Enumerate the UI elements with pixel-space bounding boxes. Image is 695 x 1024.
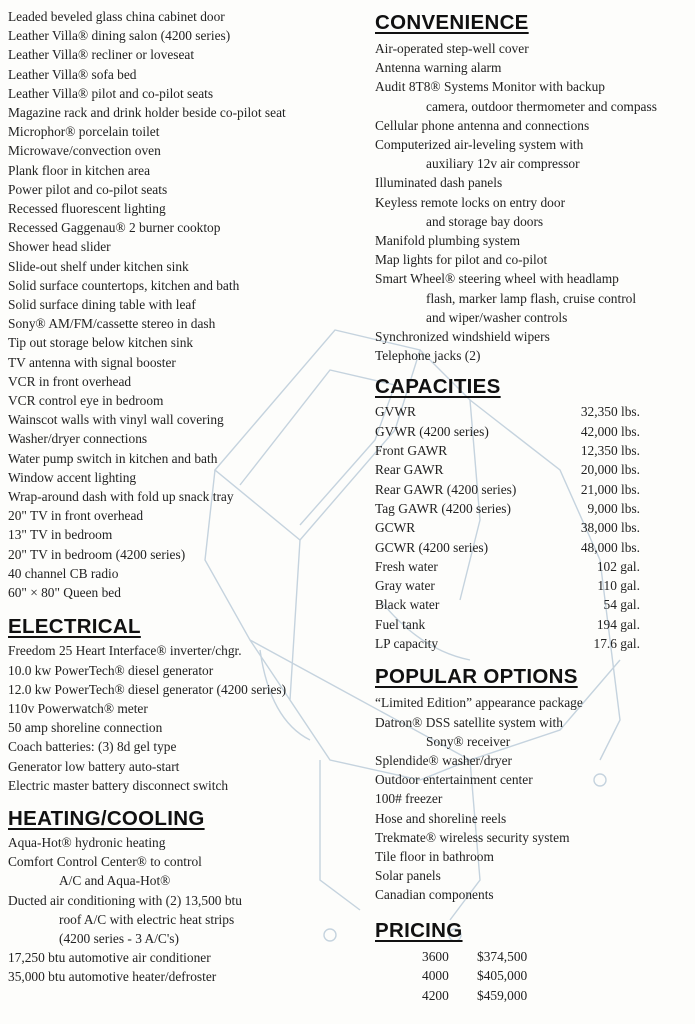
- capacity-value: 48,000 lbs.: [580, 539, 640, 555]
- list-item: [8, 833, 353, 852]
- list-item: [375, 346, 691, 365]
- list-item: [8, 314, 353, 333]
- price-row: [375, 966, 691, 986]
- list-item: [8, 276, 353, 295]
- capacity-value: 21,000 lbs.: [580, 481, 640, 497]
- list-item-text: 100# freezer: [375, 791, 443, 807]
- capacity-value: 42,000 lbs.: [580, 423, 640, 439]
- list-item-text: 50 amp shoreline connection: [8, 720, 163, 736]
- list-item-continuation: camera, outdoor thermometer and compass: [426, 98, 657, 114]
- list-item-text: Slide-out shelf under kitchen sink: [8, 258, 189, 274]
- list-item-text: Antenna warning alarm: [375, 60, 502, 76]
- list-item: [8, 103, 353, 122]
- price-model: 4200: [422, 987, 449, 1003]
- list-item: [8, 218, 353, 237]
- list-item-text: VCR in front overhead: [8, 373, 132, 389]
- capacity-label: Rear GAWR: [375, 462, 444, 478]
- capacity-label: Tag GAWR (4200 series): [375, 500, 511, 516]
- list-item-text: Computerized air-leveling system with: [375, 137, 584, 153]
- list-item-text: Smart Wheel® steering wheel with headlamp: [375, 271, 619, 287]
- price-model: 4000: [422, 968, 449, 984]
- list-item-continuation: Sony® receiver: [426, 733, 511, 749]
- capacity-label: Fuel tank: [375, 616, 426, 632]
- price-value: $459,000: [477, 987, 528, 1003]
- list-item-text: Air-operated step-well cover: [375, 41, 529, 56]
- left-column: [8, 7, 353, 987]
- list-item-text: VCR control eye in bedroom: [8, 393, 164, 409]
- list-item: [8, 948, 353, 967]
- list-item-text: Microphor® porcelain toilet: [8, 124, 160, 140]
- capacity-value: 110 gal.: [597, 578, 640, 594]
- capacity-value: 54 gal.: [603, 597, 640, 613]
- list-item-text: Plank floor in kitchen area: [8, 162, 151, 178]
- heating-cooling-list: [8, 833, 353, 987]
- list-item: [8, 333, 353, 352]
- list-item-text: Trekmate® wireless security system: [375, 829, 570, 845]
- list-item: [375, 327, 691, 346]
- capacity-value: 38,000 lbs.: [580, 520, 640, 536]
- capacity-row: [375, 499, 691, 518]
- list-item-text: Freedom 25 Heart Interface® inverter/chgr.: [8, 643, 242, 659]
- list-item-text: 20" TV in front overhead: [8, 508, 144, 524]
- list-item-text: 12.0 kw PowerTech® diesel generator (4200 series): [8, 681, 287, 697]
- convenience-heading: CONVENIENCE: [375, 11, 529, 34]
- list-item-text: Solid surface countertops, kitchen and bath: [8, 277, 240, 293]
- list-item-text: Wrap-around dash with fold up snack tray: [8, 489, 234, 505]
- list-item-text: Washer/dryer connections: [8, 431, 148, 447]
- list-item: [8, 967, 353, 986]
- list-item-continuation: and storage bay doors: [426, 213, 544, 229]
- capacity-value: 32,350 lbs.: [580, 404, 640, 420]
- list-item: [375, 77, 691, 115]
- list-item-text: Leather Villa® recliner or loveseat: [8, 47, 195, 63]
- list-item: [375, 250, 691, 269]
- list-item: [8, 718, 353, 737]
- list-item: [375, 58, 691, 77]
- list-item-text: TV antenna with signal booster: [8, 354, 176, 370]
- list-item-text: Leather Villa® dining salon (4200 series): [8, 28, 231, 44]
- list-item-text: Electric master battery disconnect switch: [8, 777, 229, 793]
- popular-options-list: [375, 693, 691, 904]
- list-item-text: Telephone jacks (2): [375, 348, 481, 364]
- list-item: [8, 26, 353, 45]
- list-item-text: Datron® DSS satellite system with: [375, 714, 563, 730]
- list-item: [8, 661, 353, 680]
- list-item: [375, 885, 691, 904]
- list-item-text: Manifold plumbing system: [375, 233, 521, 249]
- capacity-label: LP capacity: [375, 636, 439, 652]
- list-item-text: Window accent lighting: [8, 469, 137, 485]
- list-item-continuation: A/C and Aqua-Hot®: [59, 873, 171, 889]
- list-item-continuation: roof A/C with electric heat strips: [59, 911, 235, 927]
- pricing-table: [375, 947, 691, 1006]
- list-item: [375, 847, 691, 866]
- capacity-value: 17.6 gal.: [593, 636, 640, 652]
- list-item: [8, 449, 353, 468]
- list-item: [8, 122, 353, 141]
- list-item: [8, 757, 353, 776]
- list-item-text: Leather Villa® sofa bed: [8, 66, 137, 82]
- capacity-row: [375, 538, 691, 557]
- list-item: [8, 680, 353, 699]
- capacity-label: Fresh water: [375, 558, 438, 574]
- capacity-row: [375, 557, 691, 576]
- list-item-text: Ducted air conditioning with (2) 13,500 btu: [8, 892, 242, 908]
- list-item: [8, 776, 353, 795]
- list-item-text: Illuminated dash panels: [375, 175, 503, 191]
- capacity-label: Gray water: [375, 578, 435, 594]
- list-item-text: Recessed fluorescent lighting: [8, 201, 166, 217]
- list-item-text: Wainscot walls with vinyl wall covering: [8, 412, 224, 428]
- list-item: [375, 751, 691, 770]
- list-item: [8, 583, 353, 602]
- capacity-row: [375, 576, 691, 595]
- list-item-text: Tip out storage below kitchen sink: [8, 335, 194, 351]
- list-item: [8, 852, 353, 890]
- list-item-text: Water pump switch in kitchen and bath: [8, 450, 218, 466]
- list-item-text: Keyless remote locks on entry door: [375, 194, 566, 210]
- list-item-continuation: flash, marker lamp flash, cruise control: [426, 290, 637, 306]
- list-item: [8, 45, 353, 64]
- list-item: [375, 39, 691, 58]
- list-item: [8, 699, 353, 718]
- price-row: [375, 947, 691, 967]
- capacities-heading: CAPACITIES: [375, 375, 501, 399]
- capacity-value: 102 gal.: [596, 558, 640, 574]
- list-item: [8, 506, 353, 525]
- list-item-text: Synchronized windshield wipers: [375, 329, 550, 345]
- list-item: [375, 193, 691, 231]
- left-feature-list: [8, 7, 353, 602]
- list-item-continuation: auxiliary 12v air compressor: [426, 156, 580, 172]
- list-item: [8, 372, 353, 391]
- list-item: [375, 828, 691, 847]
- capacity-row: [375, 460, 691, 479]
- list-item: [8, 84, 353, 103]
- capacity-row: [375, 402, 691, 421]
- list-item-text: Solar panels: [375, 868, 441, 884]
- list-item-text: Audit 8T8® Systems Monitor with backup: [375, 79, 605, 95]
- list-item-text: Leaded beveled glass china cabinet door: [8, 9, 225, 24]
- list-item-text: Leather Villa® pilot and co-pilot seats: [8, 85, 214, 101]
- popular-options-heading: POPULAR OPTIONS: [375, 665, 578, 689]
- list-item-text: Comfort Control Center® to control: [8, 854, 202, 870]
- capacity-value: 9,000 lbs.: [587, 500, 640, 516]
- list-item-continuation: (4200 series - 3 A/C's): [59, 930, 179, 946]
- list-item: [375, 269, 691, 327]
- list-item-text: Tile floor in bathroom: [375, 848, 494, 864]
- list-item-text: Canadian components: [375, 887, 494, 903]
- list-item-text: 110v Powerwatch® meter: [8, 700, 148, 716]
- list-item-text: Splendide® washer/dryer: [375, 752, 512, 768]
- list-item: [8, 737, 353, 756]
- list-item-text: Hose and shoreline reels: [375, 810, 507, 826]
- list-item-text: 13" TV in bedroom: [8, 527, 113, 543]
- list-item: [375, 231, 691, 250]
- list-item: [8, 65, 353, 84]
- capacity-row: [375, 634, 691, 653]
- price-model: 3600: [422, 948, 449, 964]
- list-item: [375, 789, 691, 808]
- capacity-value: 20,000 lbs.: [580, 462, 640, 478]
- list-item: [8, 487, 353, 506]
- capacity-label: GVWR: [375, 404, 416, 420]
- list-item-text: 17,250 btu automotive air conditioner: [8, 950, 211, 966]
- list-item-text: Sony® AM/FM/cassette stereo in dash: [8, 316, 216, 332]
- list-item: [8, 199, 353, 218]
- list-item: [8, 410, 353, 429]
- list-item-text: Outdoor entertainment center: [375, 772, 533, 788]
- list-item: [8, 353, 353, 372]
- list-item: [375, 135, 691, 173]
- list-item: [375, 770, 691, 789]
- heating-cooling-heading: HEATING/COOLING: [8, 806, 205, 830]
- list-item: [8, 525, 353, 544]
- list-item-text: 60" × 80" Queen bed: [8, 585, 121, 601]
- list-item-text: Magazine rack and drink holder beside co-pilot seat: [8, 105, 286, 121]
- list-item: [8, 7, 353, 26]
- list-item: [8, 891, 353, 949]
- list-item-text: Cellular phone antenna and connections: [375, 117, 590, 133]
- capacity-label: GCWR (4200 series): [375, 539, 489, 555]
- list-item: [8, 468, 353, 487]
- list-item: [375, 809, 691, 828]
- list-item: [375, 173, 691, 192]
- list-item: [8, 545, 353, 564]
- list-item: [8, 391, 353, 410]
- list-item-text: 40 channel CB radio: [8, 565, 119, 581]
- list-item: [8, 295, 353, 314]
- list-item: [8, 237, 353, 256]
- list-item: [375, 116, 691, 135]
- price-value: $405,000: [477, 968, 528, 984]
- capacity-value: 194 gal.: [596, 616, 640, 632]
- list-item-text: Coach batteries: (3) 8d gel type: [8, 739, 177, 755]
- price-row: [375, 986, 691, 1006]
- list-item: [8, 180, 353, 199]
- list-item-text: Generator low battery auto-start: [8, 758, 180, 774]
- capacity-row: [375, 422, 691, 441]
- list-item-text: Microwave/convection oven: [8, 143, 161, 159]
- pricing-heading: PRICING: [375, 918, 463, 942]
- list-item-text: Recessed Gaggenau® 2 burner cooktop: [8, 220, 221, 236]
- list-item-continuation: and wiper/washer controls: [426, 309, 568, 325]
- list-item-text: Map lights for pilot and co-pilot: [375, 252, 548, 268]
- list-item-text: “Limited Edition” appearance package: [375, 695, 583, 711]
- capacity-row: [375, 480, 691, 499]
- list-item-text: 10.0 kw PowerTech® diesel generator: [8, 662, 214, 678]
- capacity-value: 12,350 lbs.: [580, 443, 640, 459]
- list-item: [8, 141, 353, 160]
- list-item: [375, 866, 691, 885]
- list-item: [375, 713, 691, 751]
- list-item-text: 20" TV in bedroom (4200 series): [8, 546, 186, 562]
- capacities-table: [375, 402, 691, 653]
- capacity-label: Rear GAWR (4200 series): [375, 481, 517, 497]
- list-item-text: 35,000 btu automotive heater/defroster: [8, 969, 217, 985]
- list-item: [8, 429, 353, 448]
- right-column: [375, 11, 691, 1005]
- capacity-label: GVWR (4200 series): [375, 423, 489, 439]
- list-item: [8, 257, 353, 276]
- list-item: [8, 564, 353, 583]
- list-item-text: Shower head slider: [8, 239, 111, 255]
- list-item: [8, 641, 353, 660]
- capacity-label: GCWR: [375, 520, 416, 536]
- list-item: [375, 693, 691, 712]
- capacity-row: [375, 441, 691, 460]
- electrical-heading: ELECTRICAL: [8, 615, 141, 639]
- capacity-label: Black water: [375, 597, 440, 613]
- electrical-list: [8, 641, 353, 795]
- capacity-label: Front GAWR: [375, 443, 448, 459]
- list-item-text: Power pilot and co-pilot seats: [8, 181, 168, 197]
- list-item-text: Aqua-Hot® hydronic heating: [8, 834, 166, 850]
- convenience-list: [375, 39, 691, 365]
- capacity-row: [375, 595, 691, 614]
- price-value: $374,500: [477, 948, 528, 964]
- list-item: [8, 161, 353, 180]
- list-item-text: Solid surface dining table with leaf: [8, 297, 196, 313]
- capacity-row: [375, 518, 691, 537]
- capacity-row: [375, 615, 691, 634]
